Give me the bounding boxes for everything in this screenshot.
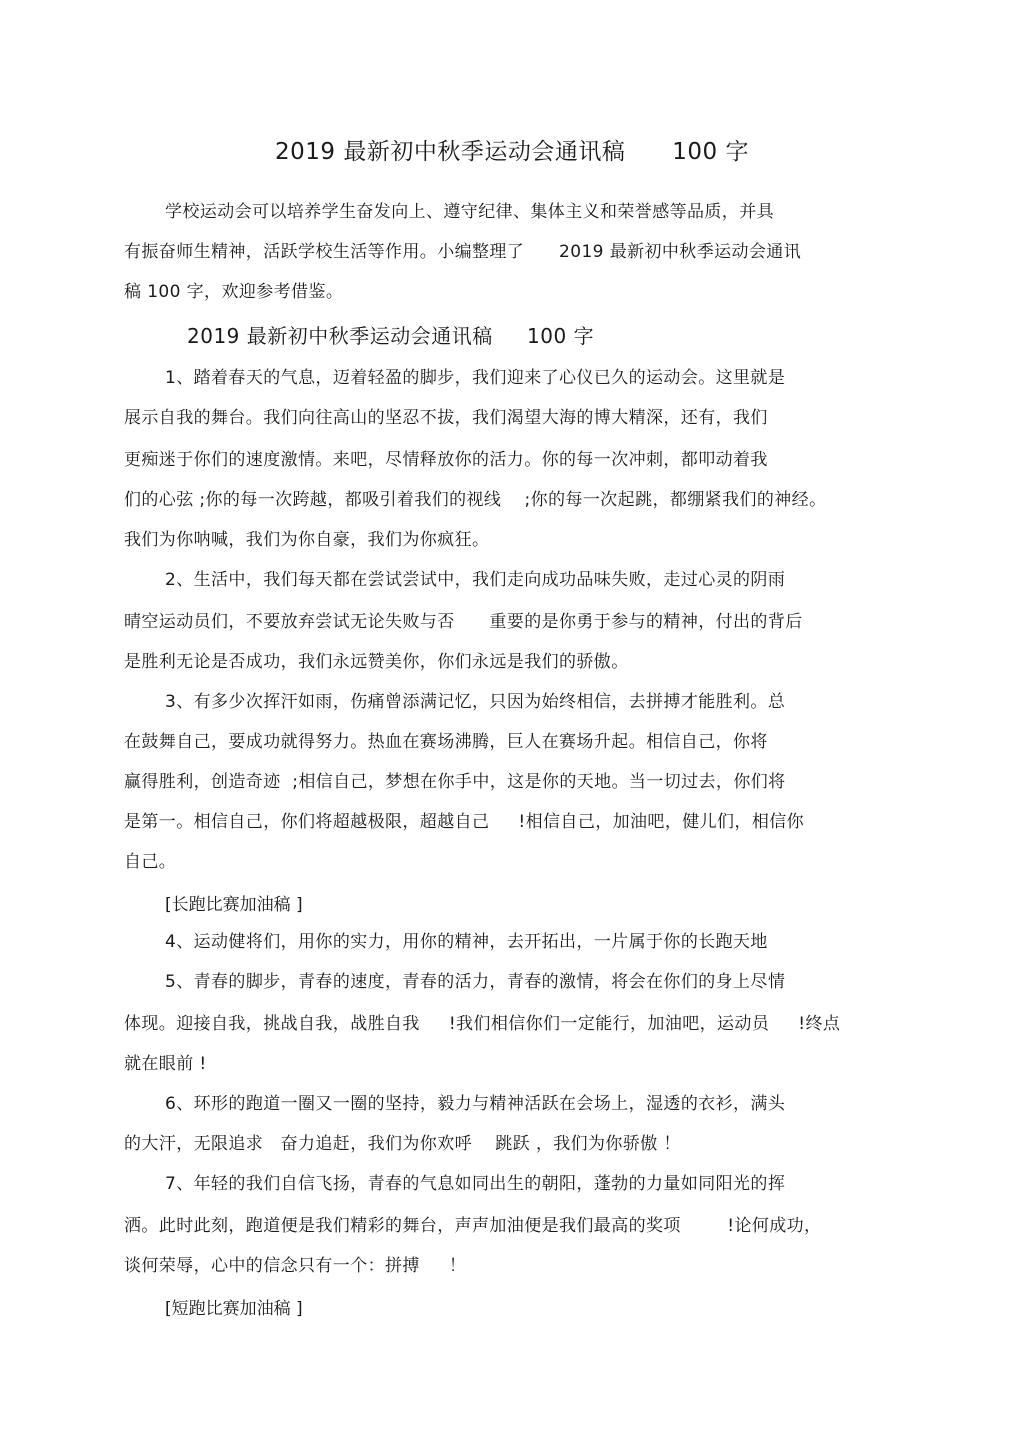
p3-line-1: 3、有多少次挥汗如雨，伤痛曾添满记忆，只因为始终相信，去拼搏才能胜利。总 [165, 692, 786, 712]
p5-line-1: 5、青春的脚步，青春的速度，青春的活力，青春的激情，将会在你们的身上尽情 [165, 972, 786, 992]
p3-line-2: 在鼓舞自己，要成功就得努力。热血在赛场沸腾，巨人在赛场升起。相信自己，你将 [124, 732, 768, 752]
p7-line-1: 7、年轻的我们自信飞扬，青春的气息如同出生的朝阳，蓬勃的力量如同阳光的挥 [165, 1174, 786, 1194]
marker-long-run: [长跑比赛加油稿 ] [165, 895, 303, 915]
p4-line-1: 4、运动健将们，用你的实力，用你的精神，去开拓出，一片属于你的长跑天地 [165, 932, 768, 952]
p6-line-1: 6、环形的跑道一圈又一圈的坚持，毅力与精神活跃在会场上，湿透的衣衫，满头 [165, 1094, 786, 1114]
p1-line-3: 更痴迷于你们的速度激情。来吧，尽情释放你的活力。你的每一次冲刺，都叩动着我 [124, 450, 768, 470]
p3-line-5: 自己。 [124, 852, 177, 872]
p2-line-1: 2、生活中，我们每天都在尝试尝试中，我们走向成功品味失败，走过心灵的阴雨 [165, 570, 786, 590]
p1-line-2: 展示自我的舞台。我们向往高山的坚忍不拔，我们渴望大海的博大精深，还有，我们 [124, 408, 768, 428]
intro-line-2: 有振奋师生精神，活跃学校生活等作用。小编整理了 2019 最新初中秋季运动会通讯 [124, 242, 802, 262]
p7-line-3: 谈何荣辱，心中的信念只有一个：拼搏 ！ [124, 1256, 467, 1276]
p6-line-2: 的大汗，无限追求 奋力追赶，我们为你欢呼 跳跃 ，我们为你骄傲 ！ [124, 1134, 681, 1154]
marker-short-run: [短跑比赛加油稿 ] [165, 1299, 303, 1319]
p3-line-4: 是第一。相信自己，你们将超越极限，超越自己 !相信自己，加油吧，健儿们，相信你 [124, 812, 805, 832]
document-title: 2019 最新初中秋季运动会通讯稿 100 字 [275, 139, 749, 165]
section-subtitle: 2019 最新初中秋季运动会通讯稿 100 字 [187, 324, 595, 348]
p2-line-3: 是胜利无论是否成功，我们永远赞美你，你们永远是我们的骄傲。 [124, 652, 629, 672]
p2-line-2: 晴空运动员们，不要放弃尝试无论失败与否 重要的是你勇于参与的精神，付出的背后 [124, 612, 803, 632]
p1-line-5: 我们为你呐喊，我们为你自豪，我们为你疯狂。 [124, 530, 490, 550]
p3-line-3: 赢得胜利，创造奇迹 ;相信自己，梦想在你手中，这是你的天地。当一切过去，你们将 [124, 772, 786, 792]
p1-line-1: 1、踏着春天的气息，迈着轻盈的脚步，我们迎来了心仪已久的运动会。这里就是 [165, 368, 786, 388]
intro-line-3: 稿 100 字，欢迎参考借鉴。 [124, 282, 344, 302]
p7-line-2: 洒。此时此刻，跑道便是我们精彩的舞台，声声加油便是我们最高的奖项 !论何成功， [124, 1216, 822, 1236]
p1-line-4: 们的心弦 ;你的每一次跨越，都吸引着我们的视线 ;你的每一次起跳，都绷紧我们的神经。 [124, 490, 827, 510]
p5-line-3: 就在眼前 ! [124, 1054, 207, 1074]
p5-line-2: 体现。迎接自我，挑战自我，战胜自我 !我们相信你们一定能行，加油吧，运动员 !终点 [124, 1014, 841, 1034]
intro-line-1: 学校运动会可以培养学生奋发向上、遵守纪律、集体主义和荣誉感等品质，并具 [165, 202, 774, 222]
